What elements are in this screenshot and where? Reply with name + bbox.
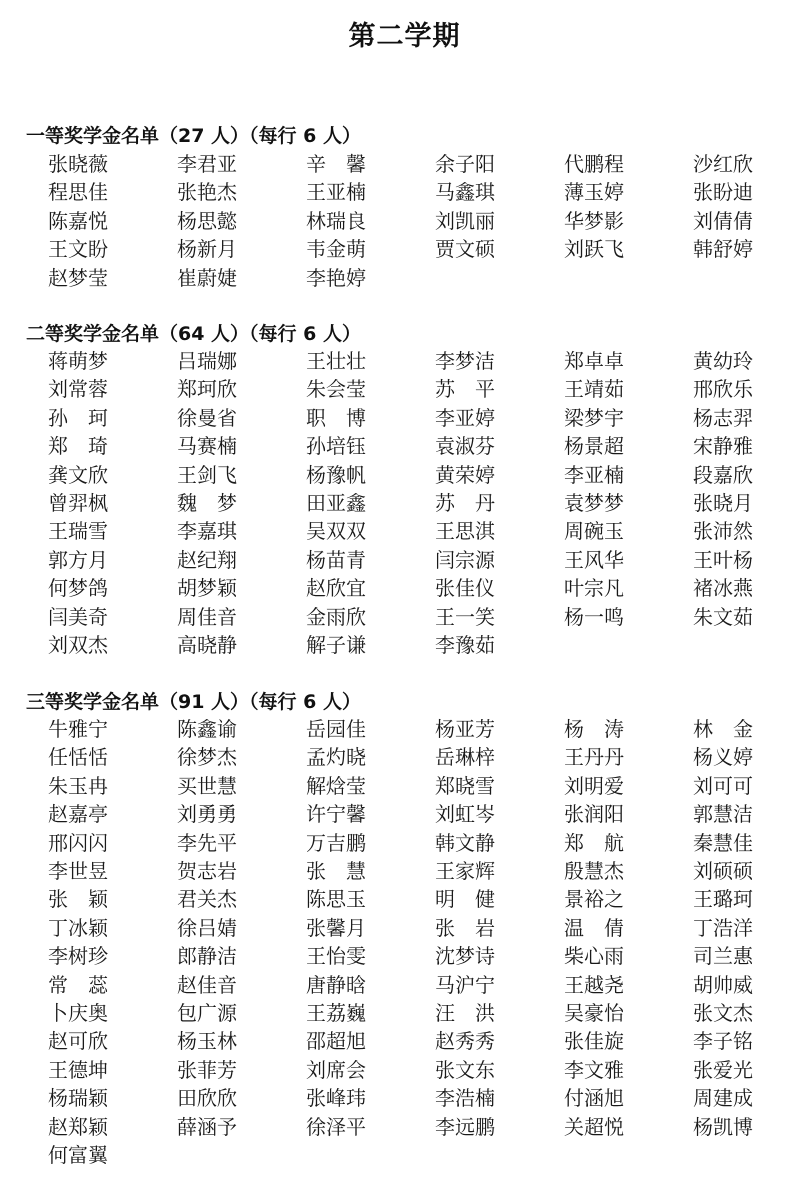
name-row [0, 603, 809, 631]
student-name: 王璐珂 [693, 887, 753, 912]
student-name: 秦慧佳 [693, 830, 753, 855]
student-name: 王家辉 [435, 859, 495, 883]
student-name: 王一笑 [435, 604, 495, 629]
student-name: 胡梦颖 [177, 576, 237, 601]
student-name: 王越尧 [564, 972, 624, 997]
student-name: 陈鑫谕 [177, 717, 237, 741]
student-name: 赵秀秀 [435, 1029, 495, 1054]
third-prize-heading: 三等奖学金名单（91 人）（每行 6 人） [26, 691, 362, 713]
student-name: 王叶杨 [693, 547, 753, 572]
student-name: 刘倩倩 [693, 208, 753, 233]
student-name: 陈思玉 [306, 887, 366, 912]
student-name: 张文杰 [693, 1001, 753, 1025]
student-name: 辛 馨 [306, 152, 366, 176]
name-row [0, 375, 809, 403]
student-name: 杨志羿 [693, 405, 753, 430]
student-name: 黄幼玲 [693, 349, 753, 373]
student-name: 贾文硕 [435, 237, 495, 262]
student-name: 张文东 [435, 1057, 495, 1082]
student-name: 赵梦莹 [48, 265, 108, 290]
student-name: 郭方月 [48, 547, 108, 572]
student-name: 周建成 [693, 1086, 753, 1111]
student-name: 包广源 [177, 1001, 237, 1025]
student-name: 张晓月 [693, 491, 753, 515]
student-name: 胡帅威 [693, 972, 753, 997]
student-name: 王亚楠 [306, 180, 366, 205]
student-name: 赵欣宜 [306, 576, 366, 601]
student-name: 邢欣乐 [693, 377, 753, 402]
student-name: 李浩楠 [435, 1086, 495, 1111]
name-row [0, 800, 809, 828]
student-name: 王德坤 [48, 1057, 108, 1082]
student-name: 李文雅 [564, 1057, 624, 1082]
student-name: 张爱光 [693, 1057, 753, 1082]
student-name: 魏 梦 [177, 491, 237, 515]
student-name: 明 健 [435, 887, 495, 912]
student-name: 周佳音 [177, 604, 237, 629]
student-name: 马鑫琪 [435, 180, 495, 205]
page-title: 第二学期 [348, 21, 461, 52]
student-name: 闫美奇 [48, 604, 108, 629]
student-name: 吴双双 [306, 519, 366, 544]
student-name: 赵佳音 [177, 972, 237, 997]
student-name: 李亚婷 [435, 405, 495, 430]
student-name: 李艳婷 [306, 265, 366, 290]
student-name: 徐吕婧 [177, 915, 237, 940]
name-row [0, 150, 809, 178]
student-name: 殷慧杰 [564, 859, 624, 883]
student-name: 李世昱 [48, 859, 108, 883]
name-row [0, 914, 809, 942]
name-row [0, 264, 809, 292]
student-name: 张菲芳 [177, 1057, 237, 1082]
student-name: 杨思懿 [177, 208, 237, 233]
name-row [0, 461, 809, 489]
student-name: 吴豪怡 [564, 1001, 624, 1025]
student-name: 李亚楠 [564, 462, 624, 487]
student-name: 温 倩 [564, 915, 624, 940]
name-row [0, 489, 809, 517]
student-name: 常 蕊 [48, 972, 108, 997]
student-name: 张馨月 [306, 915, 366, 940]
student-name: 杨新月 [177, 237, 237, 262]
student-name: 徐梦杰 [177, 745, 237, 770]
student-name: 万吉鹏 [306, 830, 366, 855]
student-name: 郑 琦 [48, 434, 108, 459]
student-name: 朱文茹 [693, 604, 753, 629]
student-name: 刘可可 [693, 773, 753, 798]
student-name: 杨景超 [564, 434, 624, 459]
student-name: 赵郑颖 [48, 1114, 108, 1139]
student-name: 李树珍 [48, 944, 108, 969]
student-name: 马沪宁 [435, 972, 495, 997]
student-name: 张晓薇 [48, 152, 108, 176]
student-name: 林瑞良 [306, 208, 366, 233]
student-name: 何富翼 [48, 1143, 108, 1167]
student-name: 付涵旭 [564, 1086, 624, 1111]
student-name: 韩舒婷 [693, 237, 753, 262]
student-name: 韩文静 [435, 830, 495, 855]
student-name: 余子阳 [435, 152, 495, 176]
student-name: 刘跃飞 [564, 237, 624, 262]
student-name: 刘双杰 [48, 633, 108, 657]
student-name: 田欣欣 [177, 1086, 237, 1111]
student-name: 李豫茹 [435, 633, 495, 657]
student-name: 苏 丹 [435, 491, 495, 515]
student-name: 张 慧 [306, 859, 366, 883]
student-name: 褚冰燕 [693, 576, 753, 601]
student-name: 薄玉婷 [564, 180, 624, 205]
student-name: 徐曼省 [177, 405, 237, 430]
student-name: 邢闪闪 [48, 830, 108, 855]
student-name: 王思淇 [435, 519, 495, 544]
name-row [0, 574, 809, 602]
student-name: 郑 航 [564, 830, 624, 855]
student-name: 郭慧洁 [693, 802, 753, 827]
student-name: 郎静洁 [177, 944, 237, 969]
student-name: 王风华 [564, 547, 624, 572]
student-name: 赵纪翔 [177, 547, 237, 572]
name-row [0, 999, 809, 1027]
name-row [0, 1084, 809, 1112]
name-row [0, 1056, 809, 1084]
name-row [0, 404, 809, 432]
student-name: 刘虹岑 [435, 802, 495, 827]
student-name: 陈嘉悦 [48, 208, 108, 233]
student-name: 任恬恬 [48, 745, 108, 770]
student-name: 君关杰 [177, 887, 237, 912]
name-row [0, 942, 809, 970]
student-name: 沈梦诗 [435, 944, 495, 969]
student-name: 司兰惠 [693, 944, 753, 969]
student-name: 职 博 [306, 405, 366, 430]
student-name: 李先平 [177, 830, 237, 855]
student-name: 蒋萌梦 [48, 349, 108, 373]
name-row [0, 178, 809, 206]
student-name: 杨豫帆 [306, 462, 366, 487]
student-name: 丁浩洋 [693, 915, 753, 940]
student-name: 赵可欣 [48, 1029, 108, 1054]
student-name: 金雨欣 [306, 604, 366, 629]
name-row [0, 207, 809, 235]
student-name: 解子谦 [306, 633, 366, 657]
student-name: 唐静晗 [306, 972, 366, 997]
student-name: 朱玉冉 [48, 773, 108, 798]
name-row [0, 1113, 809, 1141]
student-name: 沙红欣 [693, 152, 753, 176]
student-name: 王文盼 [48, 237, 108, 262]
student-name: 刘席会 [306, 1057, 366, 1082]
name-row [0, 885, 809, 913]
student-name: 韦金萌 [306, 237, 366, 262]
student-name: 王怡雯 [306, 944, 366, 969]
student-name: 杨苗青 [306, 547, 366, 572]
name-row [0, 715, 809, 743]
student-name: 王壮壮 [306, 349, 366, 373]
name-row [0, 517, 809, 545]
student-name: 刘常蓉 [48, 377, 108, 402]
student-name: 张润阳 [564, 802, 624, 827]
student-name: 景裕之 [564, 887, 624, 912]
name-row [0, 743, 809, 771]
student-name: 卜庆奥 [48, 1001, 108, 1025]
name-row [0, 971, 809, 999]
student-name: 程思佳 [48, 180, 108, 205]
student-name: 代鹏程 [564, 152, 624, 176]
student-name: 张盼迪 [693, 180, 753, 205]
student-name: 林 金 [693, 717, 753, 741]
student-name: 李子铭 [693, 1029, 753, 1054]
name-row [0, 347, 809, 375]
student-name: 马赛楠 [177, 434, 237, 459]
student-name: 张峰玮 [306, 1086, 366, 1111]
student-name: 岳园佳 [306, 717, 366, 741]
student-name: 周碗玉 [564, 519, 624, 544]
student-name: 牛雅宁 [48, 717, 108, 741]
student-name: 王丹丹 [564, 745, 624, 770]
student-name: 华梦影 [564, 208, 624, 233]
student-name: 孟灼晓 [306, 745, 366, 770]
student-name: 丁冰颖 [48, 915, 108, 940]
student-name: 杨瑞颖 [48, 1086, 108, 1111]
student-name: 买世慧 [177, 773, 237, 798]
student-name: 崔蔚婕 [177, 265, 237, 290]
student-name: 张 岩 [435, 915, 495, 940]
name-row [0, 829, 809, 857]
student-name: 岳琳梓 [435, 745, 495, 770]
second-prize-heading: 二等奖学金名单（64 人）（每行 6 人） [26, 323, 362, 345]
student-name: 闫宗源 [435, 547, 495, 572]
student-name: 李嘉琪 [177, 519, 237, 544]
student-name: 段嘉欣 [693, 462, 753, 487]
student-name: 袁梦梦 [564, 491, 624, 515]
student-name: 杨凯博 [693, 1114, 753, 1139]
student-name: 王剑飞 [177, 462, 237, 487]
student-name: 袁淑芬 [435, 434, 495, 459]
name-row [0, 1027, 809, 1055]
student-name: 龚文欣 [48, 462, 108, 487]
student-name: 李君亚 [177, 152, 237, 176]
student-name: 杨玉林 [177, 1029, 237, 1054]
student-name: 孙 珂 [48, 405, 108, 430]
student-name: 杨一鸣 [564, 604, 624, 629]
student-name: 李远鹏 [435, 1114, 495, 1139]
student-name: 高晓静 [177, 633, 237, 657]
student-name: 苏 平 [435, 377, 495, 402]
name-row [0, 1141, 809, 1169]
student-name: 杨义婷 [693, 745, 753, 770]
name-row [0, 235, 809, 263]
student-name: 柴心雨 [564, 944, 624, 969]
student-name: 许宁馨 [306, 802, 366, 827]
student-name: 薛涵予 [177, 1114, 237, 1139]
student-name: 张佳仪 [435, 576, 495, 601]
student-name: 王荔巍 [306, 1001, 366, 1025]
student-name: 孙培钰 [306, 434, 366, 459]
name-row [0, 857, 809, 885]
student-name: 汪 洪 [435, 1001, 495, 1025]
student-name: 曾羿枫 [48, 491, 108, 515]
student-name: 田亚鑫 [306, 491, 366, 515]
student-name: 梁梦宇 [564, 405, 624, 430]
student-name: 杨亚芳 [435, 717, 495, 741]
student-name: 赵嘉亭 [48, 802, 108, 827]
name-row [0, 631, 809, 659]
student-name: 郑卓卓 [564, 349, 624, 373]
student-name: 刘明爱 [564, 773, 624, 798]
name-row [0, 546, 809, 574]
student-name: 朱会莹 [306, 377, 366, 402]
student-name: 张 颖 [48, 887, 108, 912]
name-row [0, 772, 809, 800]
student-name: 刘凯丽 [435, 208, 495, 233]
student-name: 黄荣婷 [435, 462, 495, 487]
first-prize-heading: 一等奖学金名单（27 人）（每行 6 人） [26, 125, 362, 147]
student-name: 解焓莹 [306, 773, 366, 798]
student-name: 李梦洁 [435, 349, 495, 373]
student-name: 关超悦 [564, 1114, 624, 1139]
student-name: 杨 涛 [564, 717, 624, 741]
student-name: 张艳杰 [177, 180, 237, 205]
student-name: 郑晓雪 [435, 773, 495, 798]
student-name: 吕瑞娜 [177, 349, 237, 373]
student-name: 王靖茹 [564, 377, 624, 402]
student-name: 贺志岩 [177, 859, 237, 883]
student-name: 张沛然 [693, 519, 753, 544]
name-row [0, 432, 809, 460]
student-name: 王瑞雪 [48, 519, 108, 544]
student-name: 邵超旭 [306, 1029, 366, 1054]
student-name: 郑珂欣 [177, 377, 237, 402]
student-name: 刘硕硕 [693, 859, 753, 883]
student-name: 何梦鸽 [48, 576, 108, 601]
student-name: 徐泽平 [306, 1114, 366, 1139]
student-name: 宋静雅 [693, 434, 753, 459]
student-name: 刘勇勇 [177, 802, 237, 827]
student-name: 叶宗凡 [564, 576, 624, 601]
student-name: 张佳旋 [564, 1029, 624, 1054]
